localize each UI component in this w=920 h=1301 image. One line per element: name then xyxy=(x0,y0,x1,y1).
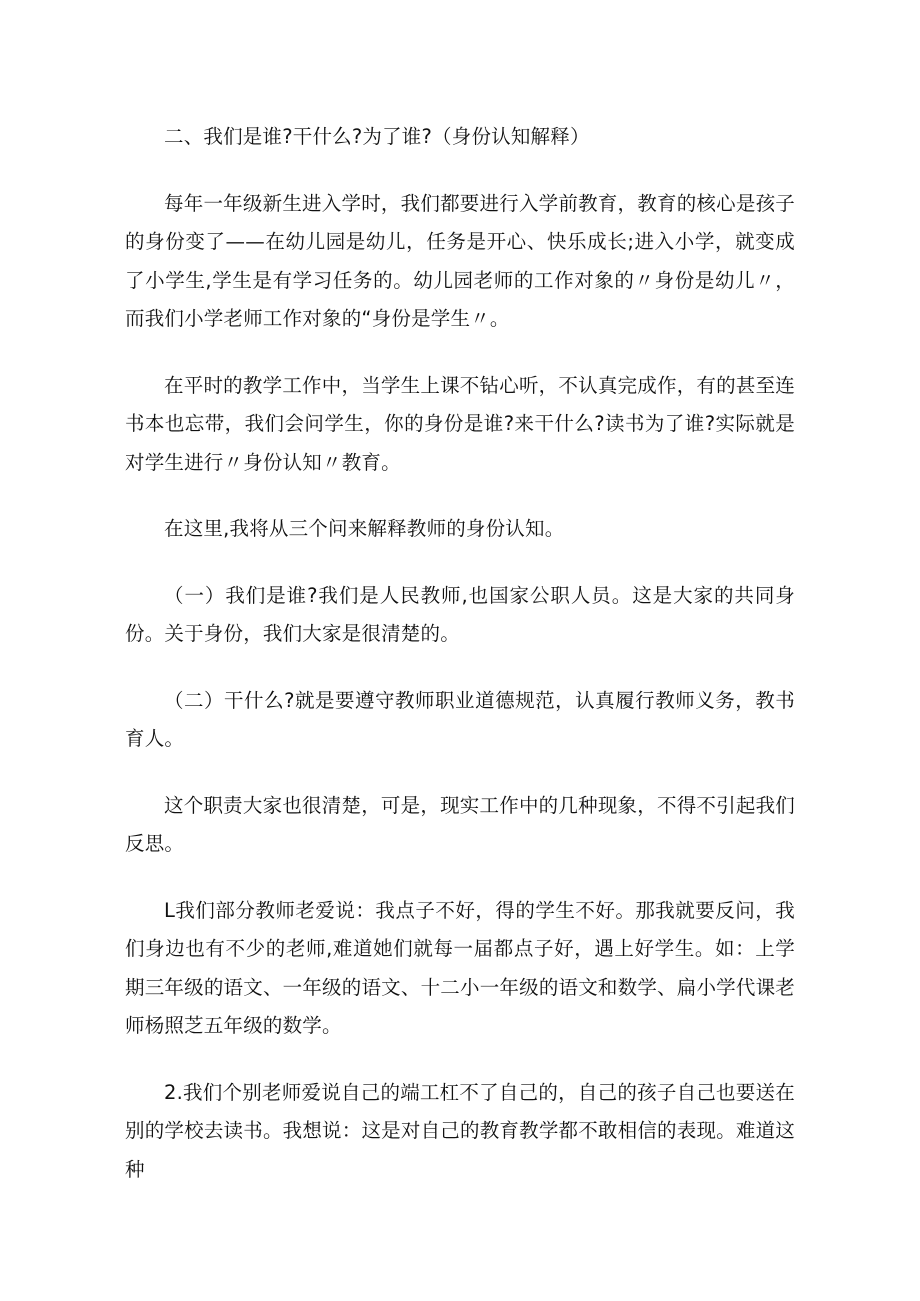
paragraph-8: 2.我们个别老师爱说自己的端工杠不了自己的，自己的孩子自己也要送在别的学校去读书。我想说：这是对自己的教育教学都不敢相信的表现。难道这种 xyxy=(125,1080,795,1181)
paragraph-3: 在这里,我将从三个问来解释教师的身份认知。 xyxy=(164,517,565,540)
paragraph-1: 每年一年级新生进入学时，我们都要进行入学前教育，教育的核心是孩子的身份变了——在幼儿园是幼儿，任务是开心、快乐成长;进入小学，就变成了小学生,学生是有学习任务的。幼儿园老师的工作对象的〃身份是幼儿〃，而我们小学老师工作对象的“身份是学生〃。 xyxy=(125,191,795,330)
paragraph-5: （二）干什么?就是要遵守教师职业道德规范，认真履行教师义务，教书育人。 xyxy=(125,688,795,750)
document-body xyxy=(125,118,795,1217)
paragraph-6: 这个职责大家也很清楚，可是，现实工作中的几种现象，不得不引起我们反思。 xyxy=(125,793,795,855)
paragraph-2: 在平时的教学工作中，当学生上课不钻心听，不认真完成作，有的甚至连书本也忘带，我们会问学生，你的身份是谁?来干什么?读书为了谁?实际就是对学生进行〃身份认知〃教育。 xyxy=(125,373,795,474)
paragraph-7: L我们部分教师老爱说：我点子不好，得的学生不好。那我就要反问，我们身边也有不少的老师,难道她们就每一届都点子好，遇上好学生。如：上学期三年级的语文、一年级的语文、十二小一年级的语文和数学、扁小学代课老师杨照芝五年级的数学。 xyxy=(125,898,795,1037)
paragraph-4: （一）我们是谁?我们是人民教师,也国家公职人员。这是大家的共同身份。关于身份，我们大家是很清楚的。 xyxy=(125,583,795,645)
section-heading: 二、我们是谁?干什么?为了谁?（身份认知解释） xyxy=(164,125,590,148)
